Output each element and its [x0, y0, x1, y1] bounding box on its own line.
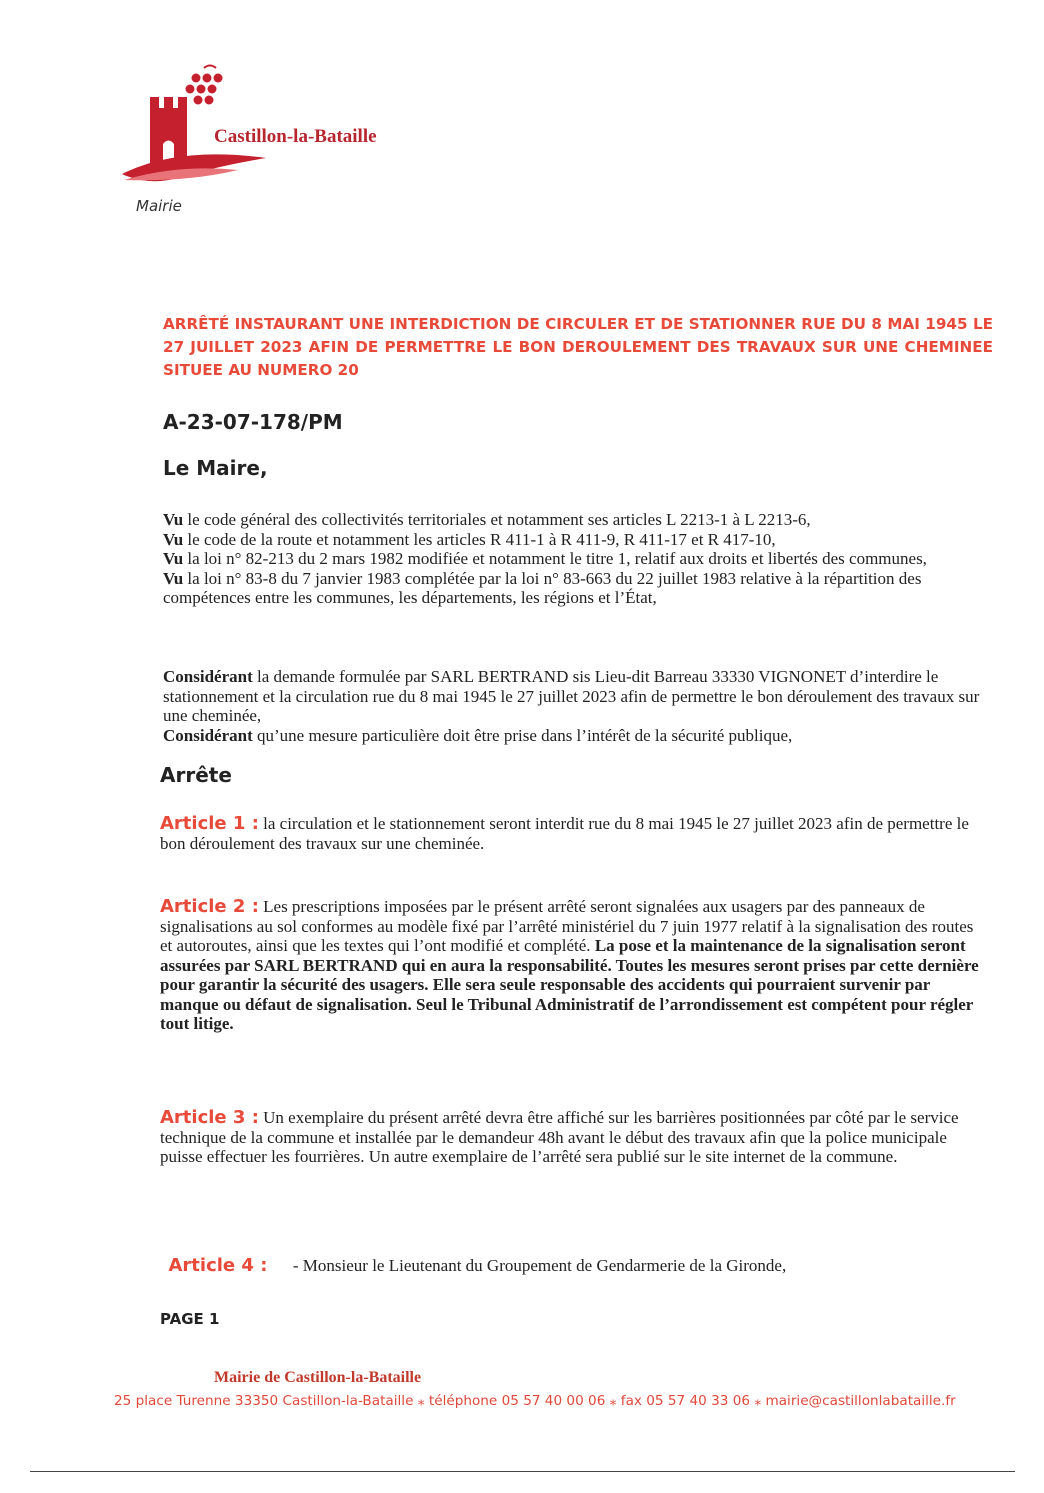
logo-subtitle: Mairie	[136, 197, 182, 215]
vu-item: Vu le code général des collectivités territoriales et notamment ses articles L 2213-1 à L 2213-6,	[163, 510, 811, 529]
decision-heading: Arrête	[160, 763, 232, 787]
tower-icon	[150, 97, 187, 166]
article-3: Article 3 : Un exemplaire du présent arrêté devra être affiché sur les barrières positionnées par côté par le service technique de la commune et installée par le demandeur 48h avant le début des travaux afin que la police municipale puisse effectuer les fourrières. Un autre exemplaire de l’arrêté sera publié sur le site internet de la commune.	[160, 1107, 959, 1166]
footer-name: Mairie de Castillon-la-Bataille	[214, 1369, 422, 1386]
footer-divider	[30, 1471, 1015, 1472]
article-label: Article 3 :	[160, 1107, 259, 1128]
article-4: Article 4 : - Monsieur le Lieutenant du Groupement de Gendarmerie de la Gironde,	[168, 1254, 787, 1276]
article-label: Article 2 :	[160, 896, 259, 917]
vu-item: Vu le code de la route et notamment les articles R 411-1 à R 411-9, R 411-17 et R 417-10,	[163, 529, 776, 549]
considerant-item: Considérant qu’une mesure particulière doit être prise dans l’intérêt de la sécurité publique,	[163, 725, 793, 745]
article-label: Article 4 :	[168, 1254, 268, 1276]
article-label: Article 1 :	[160, 813, 259, 834]
document-title: ARRÊTÉ INSTAURANT UNE INTERDICTION DE CIRCULER ET DE STATIONNER RUE DU 8 MAI 1945 LE 27 JUILLET 2023 AFIN DE PERMETTRE LE BON DEROULEMENT DES TRAVAUX SUR UNE CHEMINEE SITUEE AU NUMERO 20	[163, 315, 993, 379]
reference-number: A-23-07-178/PM	[163, 410, 343, 434]
grape-cluster-icon	[186, 66, 223, 105]
vu-item: Vu la loi n° 83-8 du 7 janvier 1983 complétée par la loi n° 83-663 du 22 juillet 1983 relative à la répartition des compétences entre les communes, les départements, les régions et l’État,	[163, 568, 922, 607]
considerant-item: Considérant la demande formulée par SARL BERTRAND sis Lieu-dit Barreau 33330 VIGNONET d’interdire le stationnement et la circulation rue du 8 mai 1945 le 27 juillet 2023 afin de permettre le bon déroulement des travaux sur une cheminée,	[163, 667, 980, 725]
article-2: Article 2 : Les prescriptions imposées par le présent arrêté seront signalées aux usagers par des panneaux de signalisations au sol conformes au modèle fixé par l’arrêté ministériel du 7 juin 1977 relatif à la signalisation des routes et autoroutes, ainsi que les textes qui l’ont modifié et complété. La pose et la maintenance de la signalisation seront assurées par SARL BERTRAND qui en aura la responsabilité. Toutes les mesures seront prises par cette dernière pour garantir la sécurité des usagers. Elle sera seule responsable des accidents qui pourraient survenir par manque ou défaut de signalisation. Seul le Tribunal Administratif de l’arrondissement est compétent pour régler tout litige.	[160, 896, 979, 1033]
footer-address: 25 place Turenne 33350 Castillon-la-Bataille ⁎ téléphone 05 57 40 00 06 ⁎ fax 05 57 40 33 06 ⁎ mairie@castillonlabataille.fr	[114, 1393, 956, 1409]
article-1: Article 1 : la circulation et le stationnement seront interdit rue du 8 mai 1945 le 27 juillet 2023 afin de permettre le bon déroulement des travaux sur une cheminée.	[160, 813, 969, 853]
greeting: Le Maire,	[163, 456, 268, 480]
considerant-section	[163, 667, 983, 745]
brand-name: Castillon-la-Bataille	[214, 126, 377, 147]
page-number: PAGE 1	[160, 1310, 220, 1328]
vu-item: Vu la loi n° 82-213 du 2 mars 1982 modifiée et notamment le titre 1, relatif aux droits et libertés des communes,	[163, 549, 927, 568]
vu-section	[163, 510, 983, 608]
